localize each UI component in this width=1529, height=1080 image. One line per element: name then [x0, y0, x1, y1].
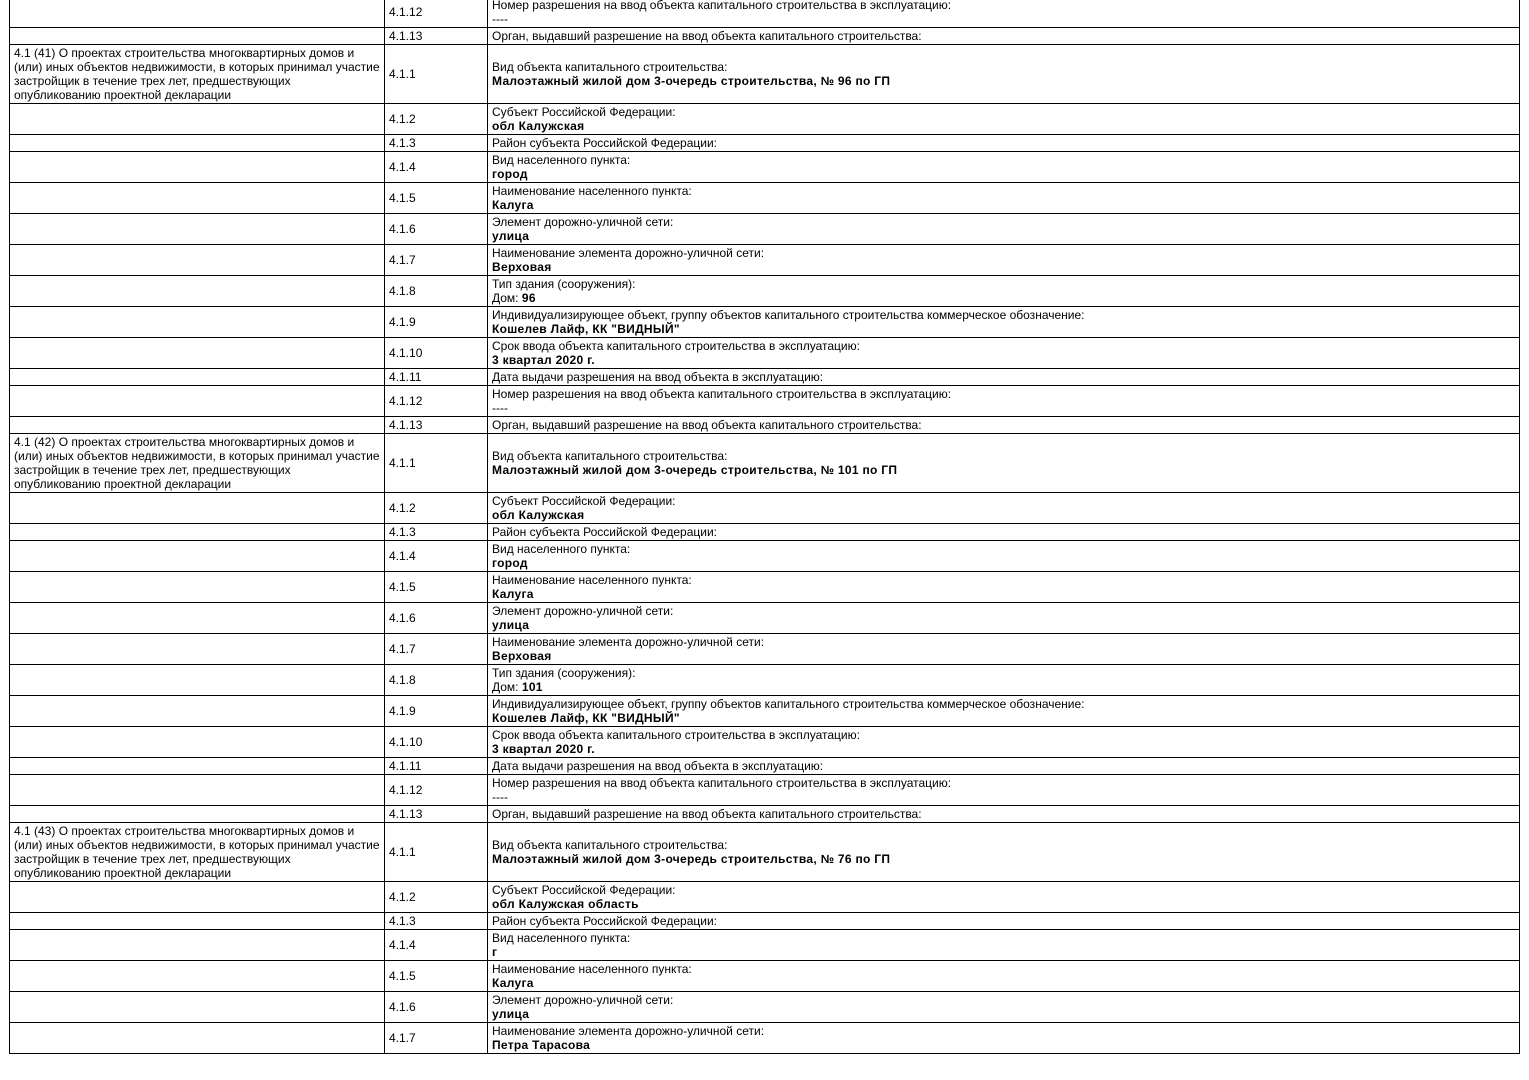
row-content — [488, 28, 1520, 45]
field-value — [492, 508, 1515, 522]
row-content — [488, 276, 1520, 307]
field-value — [492, 618, 1515, 632]
field-value — [492, 1038, 1515, 1052]
field-value — [492, 229, 1515, 243]
field-value-text: ---- — [492, 401, 508, 415]
section-description-empty — [10, 727, 385, 758]
row-content — [488, 992, 1520, 1023]
section-description-empty — [10, 493, 385, 524]
field-value — [492, 167, 1515, 181]
table-row — [10, 386, 1520, 417]
field-value-prefix: Дом: — [492, 291, 522, 305]
row-code: 4.1.12 — [385, 775, 488, 806]
section-description-empty — [10, 135, 385, 152]
field-value — [492, 587, 1515, 601]
field-value-text: Калуга — [492, 976, 534, 990]
section-description: 4.1 (41) О проектах строительства многоквартирных домов и (или) иных объектов недвижимости, в которых принимал участие застройщик в течение трех лет, предшествующих опубликованию проектной декларации — [10, 45, 385, 104]
row-code: 4.1.11 — [385, 369, 488, 386]
table-row — [10, 338, 1520, 369]
row-code: 4.1.8 — [385, 276, 488, 307]
row-content — [488, 338, 1520, 369]
field-label: Номер разрешения на ввод объекта капитального строительства в эксплуатацию: — [492, 776, 952, 790]
field-value — [492, 945, 1515, 959]
row-content — [488, 214, 1520, 245]
row-content — [488, 634, 1520, 665]
field-label: Наименование элемента дорожно-уличной сети: — [492, 1024, 765, 1038]
field-value — [492, 463, 1515, 477]
field-value-text: Калуга — [492, 587, 534, 601]
field-label: Срок ввода объекта капитального строительства в эксплуатацию: — [492, 728, 860, 742]
row-code: 4.1.11 — [385, 758, 488, 775]
field-label: Вид населенного пункта: — [492, 542, 631, 556]
row-code: 4.1.3 — [385, 913, 488, 930]
field-label: Тип здания (сооружения): — [492, 277, 636, 291]
field-value-text: город — [492, 167, 528, 181]
table-row — [10, 369, 1520, 386]
field-value-prefix: Дом: — [492, 680, 522, 694]
row-content — [488, 823, 1520, 882]
table-row — [10, 665, 1520, 696]
row-code: 4.1.9 — [385, 696, 488, 727]
field-value — [492, 680, 1515, 694]
field-label: Наименование элемента дорожно-уличной сети: — [492, 635, 765, 649]
field-label: Наименование элемента дорожно-уличной сети: — [492, 246, 765, 260]
field-value-text: Кошелев Лайф, КК "ВИДНЫЙ" — [492, 711, 680, 725]
table-row — [10, 524, 1520, 541]
table-row — [10, 913, 1520, 930]
row-code: 4.1.4 — [385, 152, 488, 183]
field-label: Район субъекта Российской Федерации: — [492, 525, 717, 539]
table-row — [10, 758, 1520, 775]
field-value — [492, 198, 1515, 212]
field-value-text: город — [492, 556, 528, 570]
table-row — [10, 823, 1520, 882]
table-row — [10, 214, 1520, 245]
row-code: 4.1.6 — [385, 603, 488, 634]
row-code: 4.1.4 — [385, 930, 488, 961]
row-content — [488, 152, 1520, 183]
table-row — [10, 135, 1520, 152]
field-label: Вид населенного пункта: — [492, 931, 631, 945]
section-description-empty — [10, 338, 385, 369]
field-label: Номер разрешения на ввод объекта капитального строительства в эксплуатацию: — [492, 0, 952, 12]
section-description-empty — [10, 28, 385, 45]
row-code: 4.1.5 — [385, 572, 488, 603]
section-description-empty — [10, 0, 385, 28]
field-label: Наименование населенного пункта: — [492, 573, 692, 587]
field-label: Орган, выдавший разрешение на ввод объекта капитального строительства: — [492, 418, 922, 432]
table-row — [10, 572, 1520, 603]
table-row — [10, 152, 1520, 183]
table-row — [10, 183, 1520, 214]
field-label: Район субъекта Российской Федерации: — [492, 136, 717, 150]
field-value-text: улица — [492, 229, 530, 243]
section-description-empty — [10, 696, 385, 727]
table-row — [10, 417, 1520, 434]
row-content — [488, 727, 1520, 758]
row-code: 4.1.2 — [385, 882, 488, 913]
section-description-empty — [10, 882, 385, 913]
table-row — [10, 45, 1520, 104]
field-label: Субъект Российской Федерации: — [492, 105, 676, 119]
row-code: 4.1.9 — [385, 307, 488, 338]
field-label: Элемент дорожно-уличной сети: — [492, 604, 674, 618]
field-value-text: Малоэтажный жилой дом 3-очередь строительства, № 96 по ГП — [492, 74, 891, 88]
field-label: Орган, выдавший разрешение на ввод объекта капитального строительства: — [492, 807, 922, 821]
field-value-text: Малоэтажный жилой дом 3-очередь строительства, № 76 по ГП — [492, 852, 891, 866]
field-value-text: Калуга — [492, 198, 534, 212]
table-row — [10, 992, 1520, 1023]
field-value-text: обл Калужская — [492, 508, 585, 522]
field-value-text: Верховая — [492, 260, 552, 274]
section-description-empty — [10, 572, 385, 603]
table-row — [10, 276, 1520, 307]
field-label: Дата выдачи разрешения на ввод объекта в эксплуатацию: — [492, 759, 824, 773]
field-value-text: Кошелев Лайф, КК "ВИДНЫЙ" — [492, 322, 680, 336]
field-value — [492, 711, 1515, 725]
field-value-text: 3 квартал 2020 г. — [492, 742, 595, 756]
field-label: Тип здания (сооружения): — [492, 666, 636, 680]
section-description-empty — [10, 386, 385, 417]
field-value-text: ---- — [492, 790, 508, 804]
section-description-empty — [10, 806, 385, 823]
field-value — [492, 260, 1515, 274]
section-description-empty — [10, 665, 385, 696]
section-description-empty — [10, 1023, 385, 1054]
row-content — [488, 806, 1520, 823]
field-value-text: Петра Тарасова — [492, 1038, 591, 1052]
section-description-empty — [10, 307, 385, 338]
row-content — [488, 0, 1520, 28]
section-description-empty — [10, 104, 385, 135]
field-value — [492, 742, 1515, 756]
field-label: Номер разрешения на ввод объекта капитального строительства в эксплуатацию: — [492, 387, 952, 401]
field-value-text: г — [492, 945, 498, 959]
table-row — [10, 727, 1520, 758]
field-value-text: 101 — [521, 680, 543, 694]
section-description-empty — [10, 603, 385, 634]
field-label: Наименование населенного пункта: — [492, 184, 692, 198]
field-label: Элемент дорожно-уличной сети: — [492, 993, 674, 1007]
row-content — [488, 930, 1520, 961]
table-row — [10, 961, 1520, 992]
table-row — [10, 634, 1520, 665]
row-content — [488, 45, 1520, 104]
row-content — [488, 386, 1520, 417]
field-label: Срок ввода объекта капитального строительства в эксплуатацию: — [492, 339, 860, 353]
table-row — [10, 434, 1520, 493]
field-value — [492, 556, 1515, 570]
row-code: 4.1.13 — [385, 806, 488, 823]
row-content — [488, 603, 1520, 634]
field-value — [492, 12, 1515, 26]
field-value-text: улица — [492, 618, 530, 632]
row-content — [488, 417, 1520, 434]
row-code: 4.1.8 — [385, 665, 488, 696]
table-row — [10, 696, 1520, 727]
row-content — [488, 572, 1520, 603]
row-content — [488, 961, 1520, 992]
table-row — [10, 493, 1520, 524]
table-row — [10, 930, 1520, 961]
field-value — [492, 1007, 1515, 1021]
field-value-text: 96 — [521, 291, 536, 305]
row-code: 4.1.13 — [385, 417, 488, 434]
field-value — [492, 649, 1515, 663]
row-code: 4.1.7 — [385, 245, 488, 276]
row-code: 4.1.2 — [385, 104, 488, 135]
row-content — [488, 913, 1520, 930]
field-value — [492, 976, 1515, 990]
row-code: 4.1.6 — [385, 214, 488, 245]
section-description-empty — [10, 930, 385, 961]
field-label: Дата выдачи разрешения на ввод объекта в эксплуатацию: — [492, 370, 824, 384]
section-description-empty — [10, 276, 385, 307]
declaration-table-body — [10, 0, 1520, 1054]
row-code: 4.1.1 — [385, 434, 488, 493]
section-description-empty — [10, 152, 385, 183]
section-description-empty — [10, 992, 385, 1023]
table-row — [10, 28, 1520, 45]
section-description-empty — [10, 524, 385, 541]
row-content — [488, 541, 1520, 572]
row-code: 4.1.12 — [385, 386, 488, 417]
field-value-text: Малоэтажный жилой дом 3-очередь строительства, № 101 по ГП — [492, 463, 898, 477]
table-row — [10, 245, 1520, 276]
field-value-text: 3 квартал 2020 г. — [492, 353, 595, 367]
field-value-text: Верховая — [492, 649, 552, 663]
row-content — [488, 183, 1520, 214]
field-label: Элемент дорожно-уличной сети: — [492, 215, 674, 229]
field-label: Субъект Российской Федерации: — [492, 494, 676, 508]
row-code: 4.1.7 — [385, 634, 488, 665]
field-value — [492, 897, 1515, 911]
field-value-text: ---- — [492, 12, 508, 26]
section-description-empty — [10, 417, 385, 434]
table-row — [10, 603, 1520, 634]
section-description-empty — [10, 758, 385, 775]
field-label: Район субъекта Российской Федерации: — [492, 914, 717, 928]
row-code: 4.1.13 — [385, 28, 488, 45]
field-value — [492, 74, 1515, 88]
row-code: 4.1.5 — [385, 961, 488, 992]
table-row — [10, 541, 1520, 572]
section-description-empty — [10, 369, 385, 386]
row-content — [488, 882, 1520, 913]
field-value — [492, 401, 1515, 415]
field-label: Индивидуализирующее объект, группу объектов капитального строительства коммерческое обозначение: — [492, 308, 1085, 322]
table-row — [10, 775, 1520, 806]
field-value — [492, 353, 1515, 367]
row-content — [488, 493, 1520, 524]
section-description: 4.1 (43) О проектах строительства многоквартирных домов и (или) иных объектов недвижимости, в которых принимал участие застройщик в течение трех лет, предшествующих опубликованию проектной декларации — [10, 823, 385, 882]
row-content — [488, 369, 1520, 386]
table-row — [10, 1023, 1520, 1054]
table-row — [10, 104, 1520, 135]
field-value-text: обл Калужская — [492, 119, 585, 133]
row-code: 4.1.3 — [385, 524, 488, 541]
row-code: 4.1.1 — [385, 45, 488, 104]
section-description-empty — [10, 245, 385, 276]
row-content — [488, 524, 1520, 541]
section-description-empty — [10, 634, 385, 665]
section-description: 4.1 (42) О проектах строительства многоквартирных домов и (или) иных объектов недвижимости, в которых принимал участие застройщик в течение трех лет, предшествующих опубликованию проектной декларации — [10, 434, 385, 493]
field-label: Вид объекта капитального строительства: — [492, 60, 728, 74]
row-content — [488, 665, 1520, 696]
row-code: 4.1.10 — [385, 338, 488, 369]
field-value-text: обл Калужская область — [492, 897, 639, 911]
row-code: 4.1.7 — [385, 1023, 488, 1054]
table-row — [10, 307, 1520, 338]
field-value — [492, 322, 1515, 336]
row-code: 4.1.3 — [385, 135, 488, 152]
field-value — [492, 119, 1515, 133]
project-declaration-table — [9, 0, 1520, 1054]
section-description-empty — [10, 961, 385, 992]
section-description-empty — [10, 183, 385, 214]
field-label: Субъект Российской Федерации: — [492, 883, 676, 897]
field-value — [492, 790, 1515, 804]
row-content — [488, 775, 1520, 806]
table-row — [10, 882, 1520, 913]
field-label: Вид объекта капитального строительства: — [492, 838, 728, 852]
field-label: Вид объекта капитального строительства: — [492, 449, 728, 463]
field-label: Вид населенного пункта: — [492, 153, 631, 167]
field-label: Индивидуализирующее объект, группу объектов капитального строительства коммерческое обозначение: — [492, 697, 1085, 711]
section-description-empty — [10, 214, 385, 245]
table-row — [10, 806, 1520, 823]
row-content — [488, 245, 1520, 276]
section-description-empty — [10, 775, 385, 806]
row-code: 4.1.1 — [385, 823, 488, 882]
row-code: 4.1.5 — [385, 183, 488, 214]
table-row — [10, 0, 1520, 28]
row-content — [488, 104, 1520, 135]
row-content — [488, 434, 1520, 493]
row-content — [488, 307, 1520, 338]
row-content — [488, 1023, 1520, 1054]
field-value — [492, 291, 1515, 305]
row-content — [488, 696, 1520, 727]
row-code: 4.1.12 — [385, 0, 488, 28]
row-code: 4.1.10 — [385, 727, 488, 758]
row-code: 4.1.2 — [385, 493, 488, 524]
field-label: Орган, выдавший разрешение на ввод объекта капитального строительства: — [492, 29, 922, 43]
field-value-text: улица — [492, 1007, 530, 1021]
row-content — [488, 135, 1520, 152]
section-description-empty — [10, 913, 385, 930]
section-description-empty — [10, 541, 385, 572]
row-code: 4.1.6 — [385, 992, 488, 1023]
row-content — [488, 758, 1520, 775]
field-value — [492, 852, 1515, 866]
field-label: Наименование населенного пункта: — [492, 962, 692, 976]
row-code: 4.1.4 — [385, 541, 488, 572]
